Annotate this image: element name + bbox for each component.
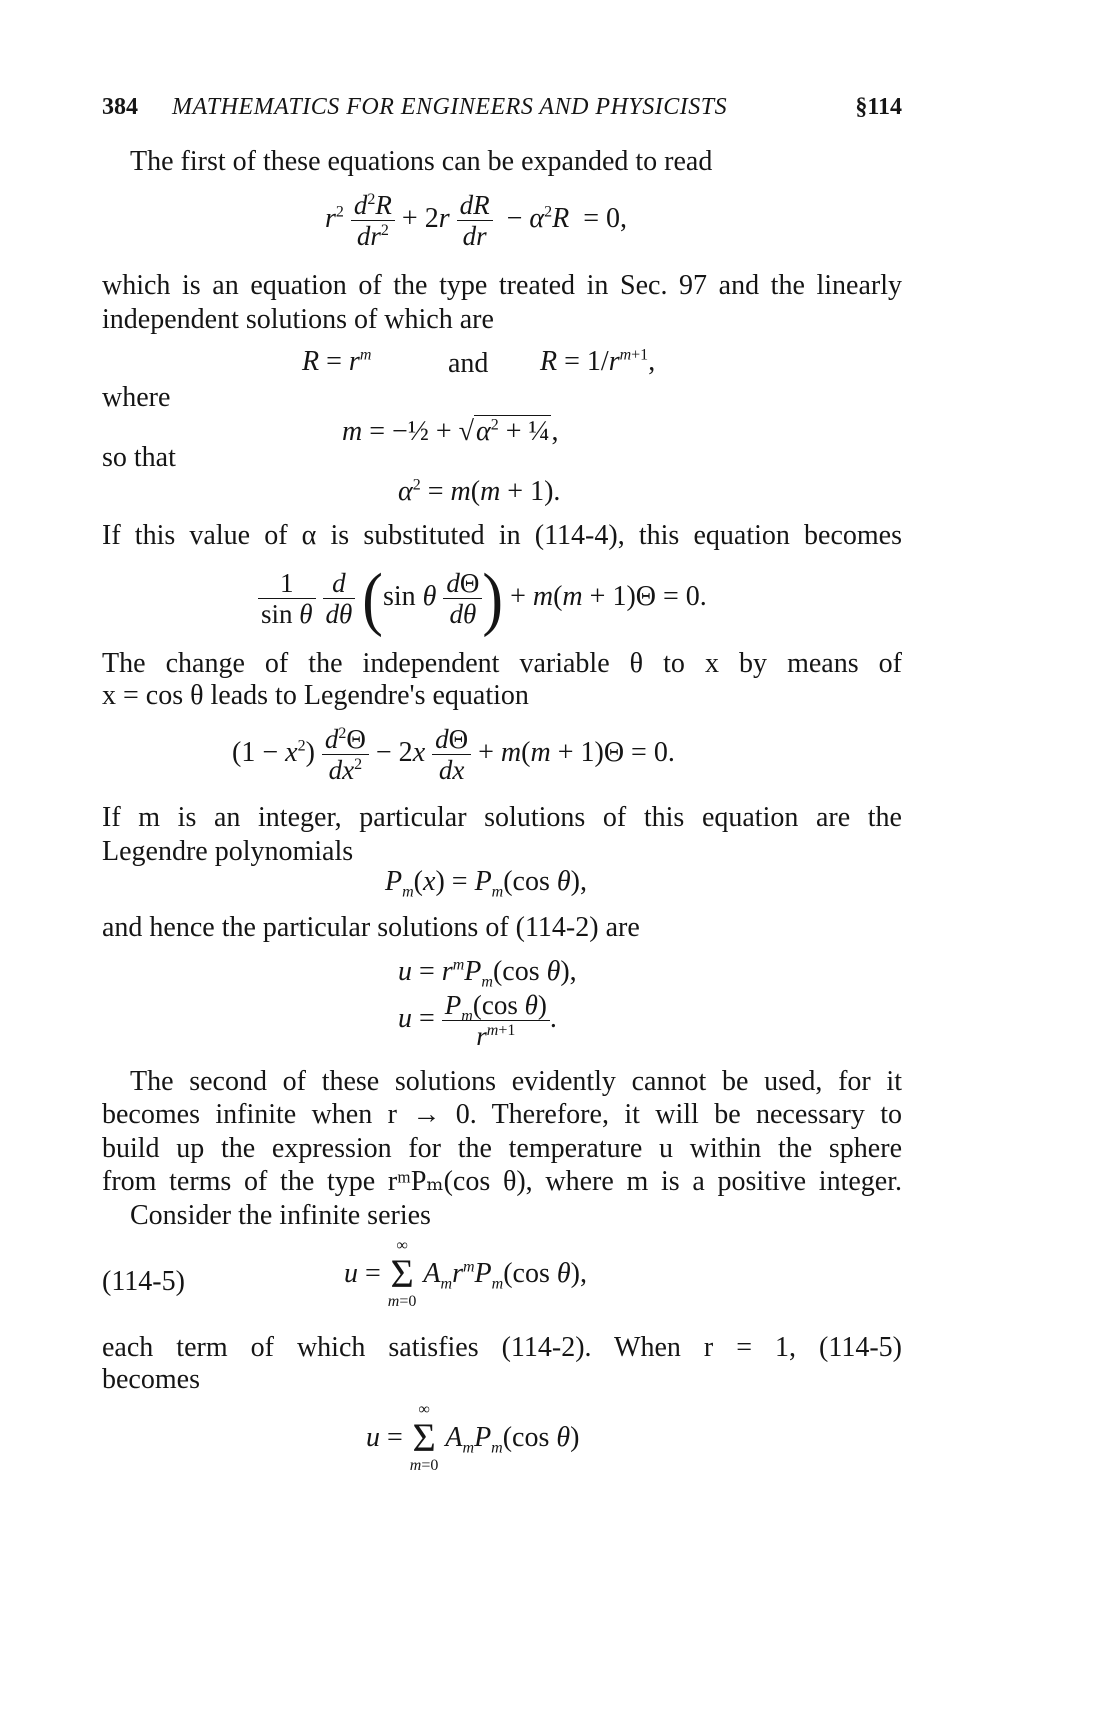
paragraph-7-line-2: becomes infinite when r → 0. Therefore, it will be necessary to [102,1099,902,1130]
equation-solutions: $R = r^m$ [302,346,372,377]
summation-sign: ∞ Σ m=0 [387,1237,417,1310]
equation-m: m = −½ + $√\alpha^2$ + ¼, [342,416,559,447]
paragraph-4-line-2: x = cos θ leads to Legendre's equation [102,680,529,711]
paragraph-9-line-1: each term of which satisfies (114-2). When r = 1, (114-5) [102,1332,902,1363]
equation-theta: $\frac{1}{\text{sin θ}}$ $\frac{d}{d\theta}$ (sin θ $\frac{d\Theta}{d\theta}$ ) + m(m + 1)Θ = 0. [258,568,707,629]
equation-alpha-squared: $\alpha^2 = m(m + 1)$. [398,476,561,507]
equation-label-114-5: (114-5) [102,1266,185,1297]
section-number: §114 [855,94,902,120]
summation-sign: ∞ Σ m=0 [409,1401,439,1474]
word-so-that: so that [102,442,176,473]
paragraph-5-line-1: If m is an integer, particular solutions of this equation are the [102,802,902,833]
paragraph-7-line-4: from terms of the type rᵐPₘ(cos θ), where m is a positive integer. [102,1166,902,1197]
paragraph-5-line-2: Legendre polynomials [102,836,354,867]
equation-polynomials: $P_m(x) = P_m(\cos$ θ), [385,866,587,901]
paragraph-4-line-1: The change of the independent variable θ to x by means of [102,648,902,679]
paragraph-1: The first of these equations can be expanded to read [130,146,713,177]
running-title: MATHEMATICS FOR ENGINEERS AND PHYSICISTS [172,94,728,120]
paragraph-9-line-2: becomes [102,1364,200,1395]
equation-solution-2: $R = 1/r^{m+1}$, [540,346,656,377]
paragraph-8: Consider the infinite series [130,1200,431,1231]
equation-radial: $r^2$ $\frac{d^2R}{dr^2}$ + 2r $\frac{dR}{dr}$ − $\alpha^2R = 0$, [325,190,628,251]
equation-u-1: $u = r^mP_m(\cos$ θ), [398,956,577,991]
equation-series-r1: u = ∞ Σ m=0 $A_mP_m(\cos$ θ) [366,1401,580,1474]
page-number: 384 [102,94,138,120]
paragraph-2-line-2: independent solutions of which are [102,304,494,335]
word-where: where [102,382,171,413]
paragraph-2-line-1: which is an equation of the type treated in Sec. 97 and the linearly [102,270,902,301]
equation-series: u = ∞ Σ m=0 $A_mr^mP_m(\cos$ θ), [344,1237,587,1310]
paragraph-7-line-1: The second of these solutions evidently cannot be used, for it [130,1066,902,1097]
equation-legendre: $(1 - x^2)$ $\frac{d^2\Theta}{dx^2}$ − 2x $\frac{d\Theta}{dx}$ + m(m + 1)Θ = 0. [232,724,675,785]
paragraph-3: If this value of α is substituted in (114-4), this equation becomes [102,520,902,551]
equation-u-2: u = $\frac{P_m(\cos \theta)}{r^{m+1}}$ . [398,990,557,1051]
word-and: and [448,348,489,379]
paragraph-7-line-3: build up the expression for the temperature u within the sphere [102,1133,902,1164]
paragraph-6: and hence the particular solutions of (114-2) are [102,912,640,943]
